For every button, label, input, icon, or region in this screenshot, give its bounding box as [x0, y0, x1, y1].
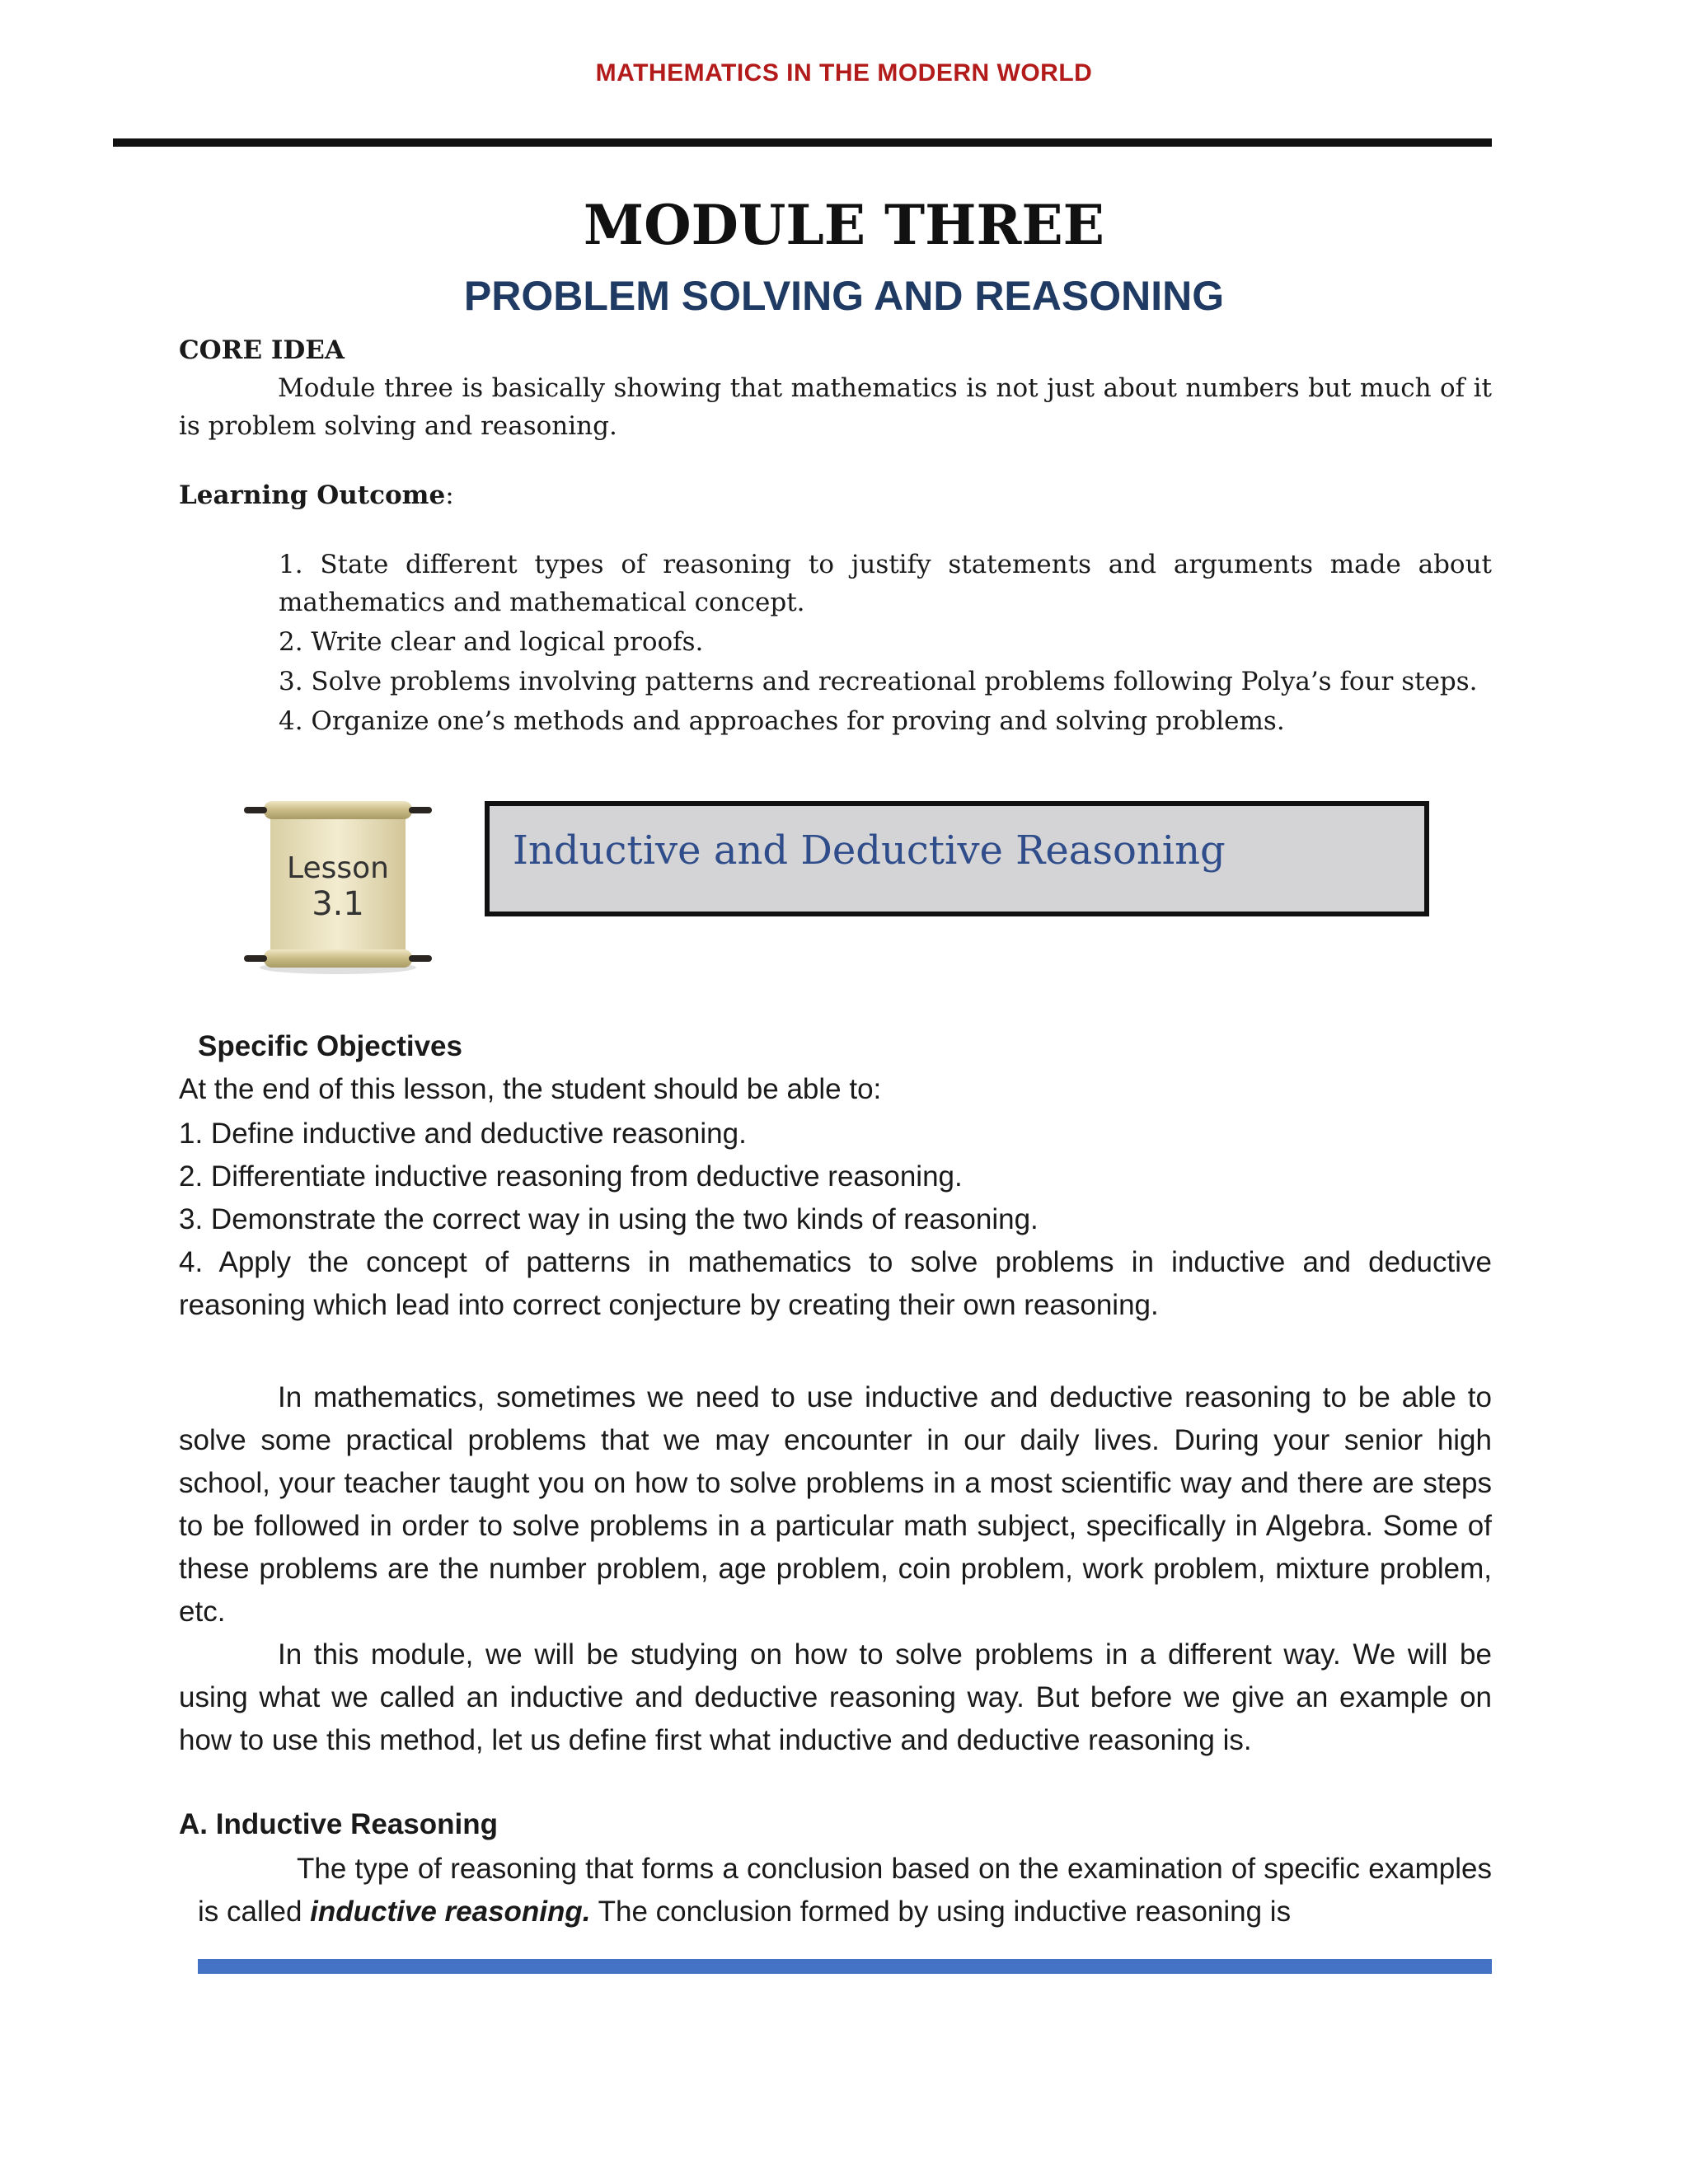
- core-idea-text: Module three is basically showing that mathematics is not just about numbers but much of it is problem solving and reasoning.: [179, 373, 1492, 441]
- list-item: 1. State different types of reasoning to justify statements and arguments made about mathematics and mathematical concept.: [279, 550, 1492, 617]
- learning-outcome-label-text: Learning Outcome: [179, 480, 446, 510]
- module-title: MODULE THREE: [584, 193, 1104, 257]
- list-item: 2. Differentiate inductive reasoning from deductive reasoning.: [179, 1160, 963, 1193]
- section-a-text-after: The conclusion formed by using inductive reasoning is: [590, 1896, 1292, 1928]
- core-idea-label: CORE IDEA: [179, 335, 345, 365]
- specific-objectives-list: [179, 1113, 1492, 1327]
- section-a-text-before: The type of reasoning that forms a conclusion based on the examination of specific examples is called: [198, 1853, 1492, 1928]
- list-item: 4. Organize one’s methods and approaches for proving and solving problems.: [279, 706, 1285, 736]
- body-paragraph-1: In mathematics, sometimes we need to use inductive and deductive reasoning to be able to solve some practical problems that we may encounter in our daily lives. During your senior high school, your teacher taught you on how to solve problems in a most scientific way and there are steps to be followed in order to solve problems in a particular math subject, specifically in Algebra. Some of these problems are the number problem, age problem, coin problem, work problem, mixture problem, etc.: [179, 1381, 1492, 1628]
- specific-objectives-title: Specific Objectives: [198, 1030, 462, 1062]
- header-divider: [113, 138, 1492, 147]
- section-a-paragraph: [198, 1848, 1492, 1933]
- section-a-heading: A. Inductive Reasoning: [179, 1808, 498, 1840]
- body-paragraph-2: In this module, we will be studying on how to solve problems in a different way. We will be using what we called an inductive and deductive reasoning way. But before we give an example on how to use this method, let us define first what inductive and deductive reasoning is.: [179, 1638, 1492, 1756]
- learning-outcome-label: Learning Outcome:: [179, 480, 454, 510]
- lesson-title-box: [485, 801, 1429, 916]
- learning-outcome-list: [279, 546, 1492, 740]
- footer-divider: [198, 1959, 1492, 1974]
- list-item: 3. Demonstrate the correct way in using the two kinds of reasoning.: [179, 1203, 1039, 1235]
- course-header: MATHEMATICS IN THE MODERN WORLD: [595, 59, 1093, 87]
- list-item: 4. Apply the concept of patterns in mathematics to solve problems in inductive and deductive reasoning which lead into correct conjecture by creating their own reasoning.: [179, 1246, 1492, 1321]
- list-item: 3. Solve problems involving patterns and recreational problems following Polya’s four steps.: [279, 667, 1478, 696]
- module-subtitle: PROBLEM SOLVING AND REASONING: [463, 273, 1225, 319]
- lesson-title: Inductive and Deductive Reasoning: [513, 827, 1226, 874]
- specific-objectives-intro: At the end of this lesson, the student should be able to:: [179, 1073, 882, 1105]
- lesson-scroll-icon: [239, 793, 437, 978]
- scroll-number: 3.1: [312, 885, 364, 923]
- section-a-emphasis: inductive reasoning.: [310, 1896, 591, 1928]
- list-item: 1. Define inductive and deductive reasoning.: [179, 1118, 747, 1150]
- list-item: 2. Write clear and logical proofs.: [279, 627, 704, 657]
- scroll-word: Lesson: [287, 851, 389, 885]
